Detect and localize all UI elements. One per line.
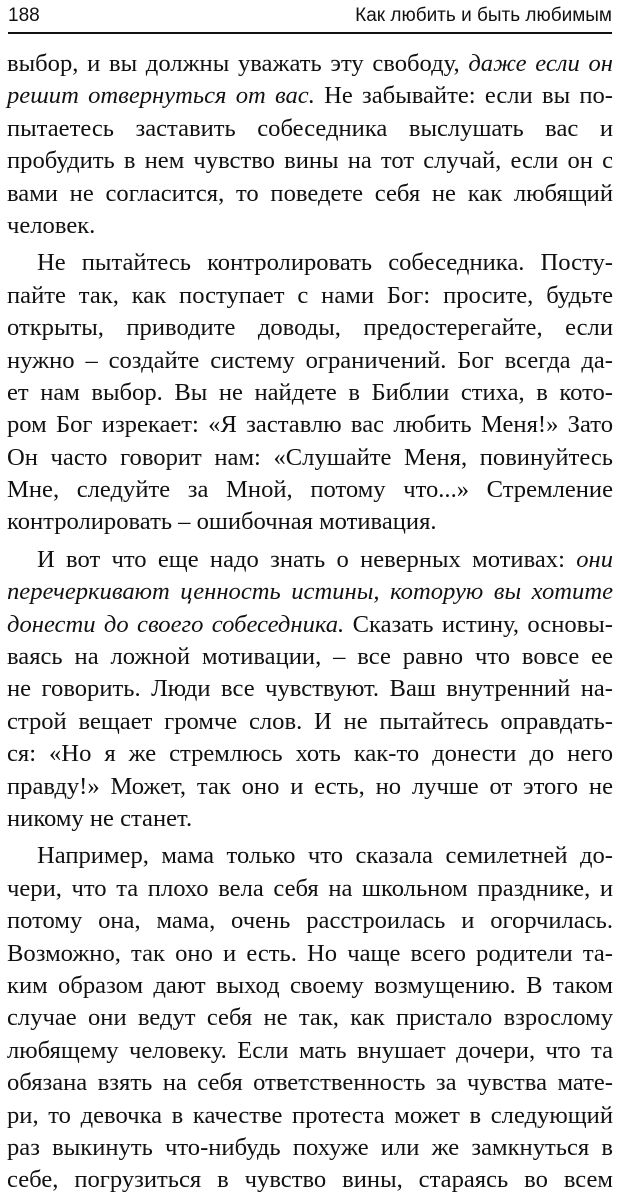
text-run: случае они ведут себя не так, как пристало взрослому: [7, 1004, 613, 1032]
text-run: Мне, следуйте за Мной, потому что...» Стремление: [7, 476, 613, 504]
emphasized-text: решит отвернуться от вас.: [7, 82, 315, 110]
text-line: [7, 873, 613, 905]
text-run: Не пытайтесь контролировать собеседника. Посту-: [37, 249, 613, 277]
text-run: И вот что еще надо знать о неверных мотивах:: [37, 545, 577, 573]
text-line: [7, 1002, 613, 1034]
text-run: ром Бог изрекает: «Я заставлю вас любить Меня!» Зато: [7, 411, 613, 439]
text-run: ким образом дают выход своему возмущению. В таком: [7, 971, 613, 999]
running-header: [8, 2, 612, 34]
text-line: [7, 474, 613, 506]
text-line: [7, 48, 613, 80]
emphasized-text: они: [576, 545, 613, 573]
text-run: раз выкинуть что-нибудь похуже или же замкнуться в: [7, 1133, 613, 1161]
text-run: Сказать истину, основы-: [344, 610, 614, 638]
text-line: [7, 1132, 613, 1164]
body-text: [7, 48, 613, 1197]
text-run: ри, то девочка в качестве протеста может в следующий: [7, 1101, 613, 1129]
text-line: [7, 80, 613, 112]
emphasized-text: перечеркивают ценность истины, которую вы хотите: [7, 578, 613, 606]
text-line: [7, 576, 613, 608]
text-run: нужно – создайте систему ограничений. Бог всегда да-: [7, 346, 613, 374]
text-line: [7, 312, 613, 344]
emphasized-text: донести до своего собеседника.: [7, 610, 345, 638]
text-run: человек.: [7, 211, 96, 239]
text-run: потому она, мама, очень расстроилась и огорчилась.: [7, 907, 613, 935]
text-line: [7, 409, 613, 441]
text-line: [7, 771, 613, 803]
text-line: [7, 1164, 613, 1196]
text-line: [7, 970, 613, 1002]
text-run: вами не согласится, то поведете себя не как любящий: [7, 179, 613, 207]
text-line: [7, 506, 613, 538]
emphasized-text: даже если он: [468, 50, 614, 77]
text-run: Он часто говорит нам: «Слушайте Меня, повинуйтесь: [7, 443, 613, 471]
text-line: [7, 442, 613, 474]
text-line: [7, 840, 613, 872]
text-run: строй вещает громче слов. И не пытайтесь оправдать-: [7, 707, 613, 735]
text-line: [7, 938, 613, 970]
text-run: контролировать – ошибочная мотивация.: [7, 508, 437, 536]
text-line: [7, 345, 613, 377]
text-line: [7, 1100, 613, 1132]
text-run: ваясь на ложной мотивации, – все равно что вовсе ее: [7, 643, 613, 671]
text-run: Например, мама только что сказала семилетней до-: [37, 842, 613, 870]
text-run: ет нам выбор. Вы не найдете в Библии стиха, в кото-: [7, 378, 613, 406]
text-run: любящему человеку. Если мать внушает дочери, что та: [7, 1036, 613, 1064]
text-line: [7, 113, 613, 145]
text-line: [7, 609, 613, 641]
text-line: [7, 210, 613, 242]
text-run: правду!» Может, так оно и есть, но лучше от этого не: [7, 772, 613, 800]
text-line: [7, 247, 613, 279]
text-line: [7, 377, 613, 409]
text-run: не говорить. Люди все чувствуют. Ваш внутренний на-: [7, 675, 613, 703]
text-run: никому не станет.: [7, 804, 193, 832]
text-run: открыты, приводите доводы, предостерегайте, если: [7, 314, 613, 342]
text-line: [7, 706, 613, 738]
text-line: [7, 280, 613, 312]
text-run: обязана взять на себя ответственность за чувства мате-: [7, 1069, 613, 1097]
text-run: Возможно, так оно и есть. Но чаще всего родители та-: [7, 939, 613, 967]
text-line: [7, 641, 613, 673]
text-run: чери, что та плохо вела себя на школьном празднике, и: [7, 874, 613, 902]
text-line: [7, 178, 613, 210]
text-run: ся: «Но я же стремлюсь хоть как-то донести до него: [7, 740, 613, 768]
text-line: [7, 905, 613, 937]
text-run: пайте так, как поступает с нами Бог: просите, будьте: [7, 281, 613, 309]
text-run: пытаетесь заставить собеседника выслушать вас и: [7, 114, 613, 142]
text-line: [7, 803, 613, 835]
text-run: выбор, и вы должны уважать эту свободу,: [7, 50, 469, 77]
book-title: Как любить и быть любимым: [355, 5, 612, 26]
page-number: 188: [8, 5, 40, 26]
text-line: [7, 145, 613, 177]
text-line: [7, 673, 613, 705]
text-run: пробудить в нем чувство вины на тот случай, если он с: [7, 147, 613, 175]
text-line: [7, 1035, 613, 1067]
text-run: Не забывайте: если вы по-: [314, 82, 613, 110]
text-line: [7, 544, 613, 576]
text-run: себе, погрузиться в чувство вины, стараясь во всем: [7, 1166, 613, 1194]
text-line: [7, 738, 613, 770]
